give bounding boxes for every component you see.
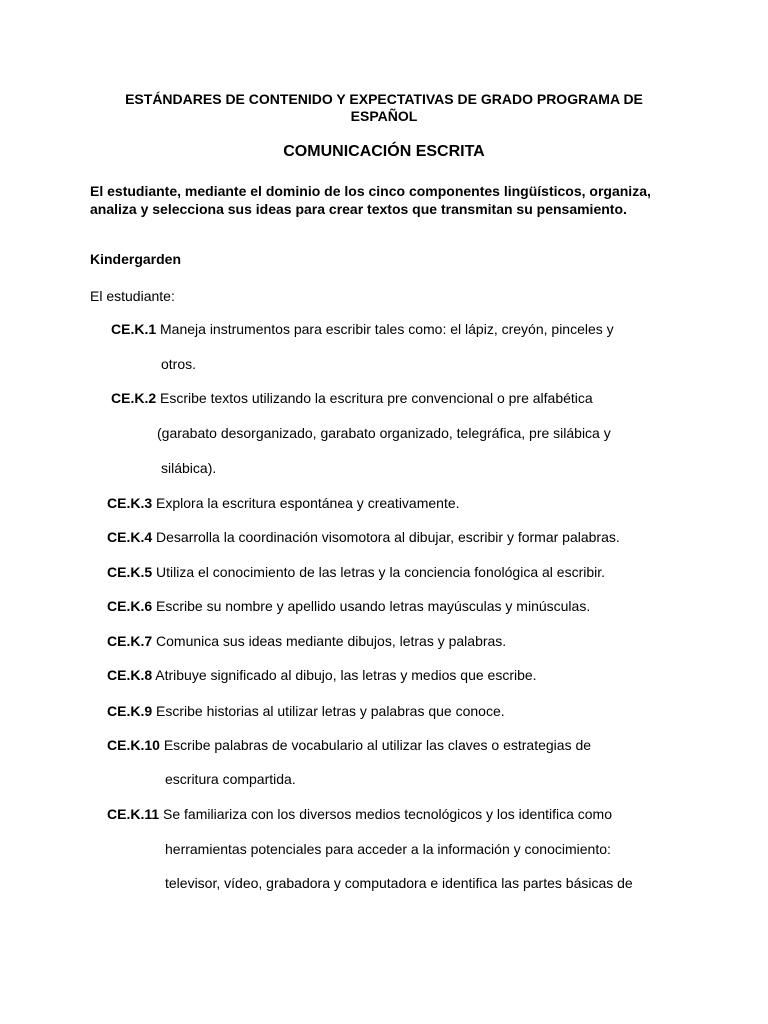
standard-code: CE.K.5	[107, 564, 153, 580]
intro-paragraph: El estudiante, mediante el dominio de los cinco componentes lingüísticos, organiza, analiza y selecciona sus ideas para crear textos que transmitan su pensamiento.	[90, 183, 651, 217]
standard-text: Se familiariza con los diversos medios tecnológicos y los identifica como	[163, 806, 613, 822]
standard-text-continuation: otros.	[161, 356, 197, 372]
standard-item	[111, 320, 614, 338]
standard-code: CE.K.4	[107, 529, 153, 545]
document-heading-line2: ESPAÑOL	[350, 108, 418, 124]
standard-text: Escribe historias al utilizar letras y palabras que conoce.	[156, 703, 505, 719]
standard-text-continuation: escritura compartida.	[165, 771, 296, 787]
standard-item	[107, 702, 505, 720]
standard-code: CE.K.2	[111, 390, 157, 406]
standard-item	[107, 528, 620, 546]
standard-item	[107, 563, 605, 581]
standard-code: CE.K.3	[107, 495, 153, 511]
standard-item	[107, 494, 460, 512]
standard-text-continuation: televisor, vídeo, grabadora y computadora e identifica las partes básicas de	[165, 875, 633, 891]
lead-text: El estudiante:	[90, 288, 175, 304]
standard-code: CE.K.7	[107, 633, 153, 649]
standard-item	[107, 805, 612, 823]
standard-text: Utiliza el conocimiento de las letras y la conciencia fonológica al escribir.	[156, 564, 606, 580]
standard-text: Escribe palabras de vocabulario al utilizar las claves o estrategias de	[163, 737, 592, 753]
standard-item	[107, 597, 590, 615]
standard-text: Escribe textos utilizando la escritura pre convencional o pre alfabética	[160, 390, 593, 406]
standard-code: CE.K.10	[107, 737, 160, 753]
standard-code: CE.K.6	[107, 598, 153, 614]
standard-item	[107, 632, 506, 650]
standard-code: CE.K.11	[107, 806, 160, 822]
standard-code: CE.K.1	[111, 321, 157, 337]
section-title: COMUNICACIÓN ESCRITA	[283, 143, 485, 160]
standard-text: Atribuye significado al dibujo, las letras y medios que escribe.	[155, 667, 537, 683]
standard-item	[111, 389, 593, 407]
standard-text: Escribe su nombre y apellido usando letras mayúsculas y minúsculas.	[156, 598, 591, 614]
document-heading-line1: ESTÁNDARES DE CONTENIDO Y EXPECTATIVAS DE GRADO PROGRAMA DE	[125, 91, 643, 107]
standard-text-continuation: (garabato desorganizado, garabato organizado, telegráfica, pre silábica y	[157, 425, 611, 441]
standard-item	[107, 736, 591, 754]
standard-code: CE.K.8	[107, 667, 153, 683]
standard-text: Explora la escritura espontánea y creativamente.	[156, 495, 460, 511]
standard-text: Desarrolla la coordinación visomotora al dibujar, escribir y formar palabras.	[156, 529, 620, 545]
standard-text-continuation: silábica).	[161, 460, 217, 476]
grade-level-label: Kindergarden	[90, 251, 182, 267]
standard-text-continuation: herramientas potenciales para acceder a la información y conocimiento:	[165, 841, 611, 857]
standard-code: CE.K.9	[107, 703, 153, 719]
standard-text: Comunica sus ideas mediante dibujos, letras y palabras.	[156, 633, 507, 649]
standard-text: Maneja instrumentos para escribir tales como: el lápiz, creyón, pinceles y	[160, 321, 614, 337]
standard-item	[107, 666, 537, 684]
